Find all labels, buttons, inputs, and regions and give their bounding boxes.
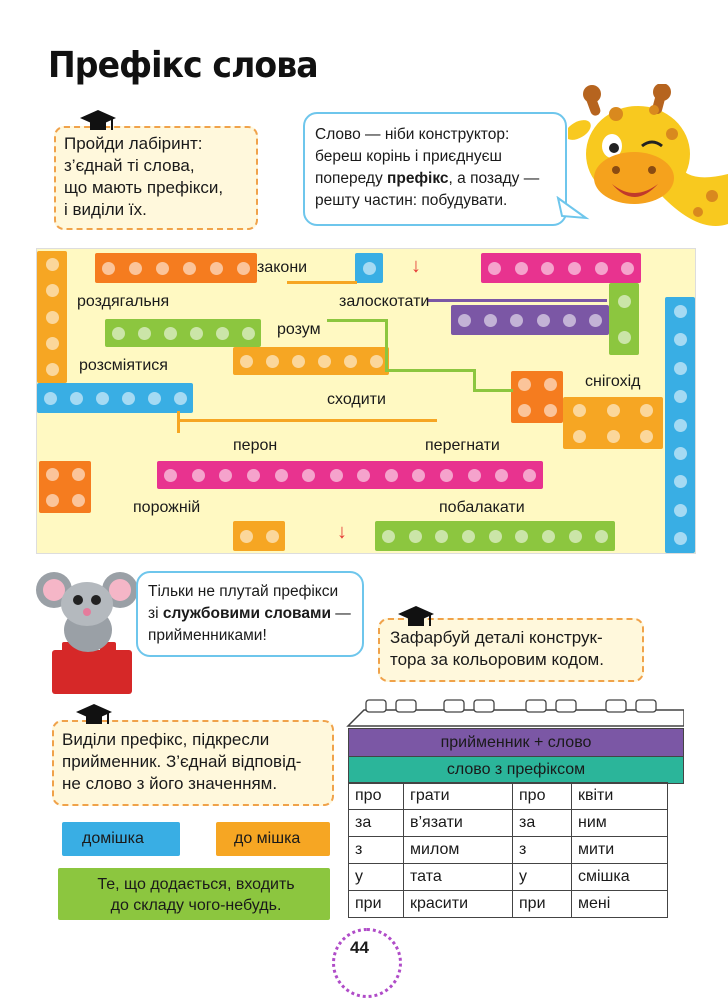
brick-stud (674, 390, 687, 403)
brick-stud (138, 327, 151, 340)
brick-stud (640, 430, 653, 443)
brick-stud (518, 378, 531, 391)
brick-stud (164, 327, 177, 340)
brick-stud (589, 314, 602, 327)
brick-stud (640, 404, 653, 417)
brick-stud (266, 355, 279, 368)
brick-stud (70, 392, 83, 405)
brick-stud (357, 469, 370, 482)
brick-stud (129, 262, 142, 275)
brick-stud (515, 530, 528, 543)
maze-line (327, 319, 387, 322)
maze-brick (481, 253, 641, 283)
maze-word: перегнати (425, 437, 500, 454)
maze-brick (355, 253, 383, 283)
table-cell[interactable]: про (513, 783, 572, 810)
table-cell[interactable]: при (349, 891, 404, 918)
maze-line (385, 319, 388, 371)
brick-stud (240, 530, 253, 543)
mouse-illustration (28, 568, 138, 696)
maze (36, 248, 696, 554)
brick-stud (46, 337, 59, 350)
brick-stud (569, 530, 582, 543)
maze-brick (39, 461, 91, 513)
maze-brick (563, 397, 663, 449)
brick-stud (242, 327, 255, 340)
task-maze-text: Пройди лабіринт: з’єднай ті слова, що мають префікси, і виділи їх. (64, 134, 224, 219)
brick-stud (96, 392, 109, 405)
brick-stud (462, 530, 475, 543)
task-color-code-text: Зафарбуй деталі конструк- тора за кольоровим кодом. (390, 628, 604, 669)
brick-stud (595, 262, 608, 275)
brick-stud (523, 469, 536, 482)
brick-stud (370, 355, 383, 368)
maze-brick (375, 521, 615, 551)
brick-stud (292, 355, 305, 368)
brick-stud (46, 258, 59, 271)
page-title: Префікс слова (48, 45, 318, 86)
arrow-down-icon: ↓ (337, 521, 347, 543)
task-prefix-text: Виділи префікс, підкресли прийменник. З’єднай відповід- не слово з його значенням. (62, 730, 302, 793)
maze-line (473, 369, 476, 391)
brick-stud (318, 355, 331, 368)
brick-stud (237, 262, 250, 275)
constructor-table (348, 782, 668, 918)
table-row (349, 891, 668, 918)
brick-stud (216, 327, 229, 340)
maze-line (385, 369, 475, 372)
brick-stud (674, 419, 687, 432)
brick-stud (183, 262, 196, 275)
maze-word: залоскотати (339, 293, 430, 310)
maze-line (177, 419, 437, 422)
table-cell[interactable]: смішка (572, 864, 668, 891)
brick-stud (102, 262, 115, 275)
brick-stud (607, 404, 620, 417)
constructor-studs (344, 692, 684, 732)
brick-stud (46, 494, 59, 507)
brick-stud (468, 469, 481, 482)
brick-stud (174, 392, 187, 405)
table-cell[interactable]: в’язати (404, 810, 513, 837)
table-cell[interactable]: у (513, 864, 572, 891)
mouse-speech-text: Тільки не плутай префікси зі службовими словами — прийменниками! (148, 583, 351, 644)
maze-brick (233, 521, 285, 551)
brick-word-label: домішка (82, 830, 144, 847)
arrow-down-icon: ↓ (411, 255, 421, 277)
brick-stud (210, 262, 223, 275)
brick-stud (518, 404, 531, 417)
brick-stud (484, 314, 497, 327)
table-cell[interactable]: у (349, 864, 404, 891)
brick-stud (44, 392, 57, 405)
brick-stud (112, 327, 125, 340)
maze-brick (105, 319, 261, 347)
brick-stud (122, 392, 135, 405)
brick-stud (618, 331, 631, 344)
brick-stud (46, 284, 59, 297)
table-cell[interactable]: грати (404, 783, 513, 810)
maze-brick (511, 371, 563, 423)
table-cell[interactable]: при (513, 891, 572, 918)
table-row (349, 810, 668, 837)
maze-brick (609, 283, 639, 355)
brick-stud (674, 475, 687, 488)
table-row (349, 837, 668, 864)
brick-stud (219, 469, 232, 482)
brick-stud (674, 333, 687, 346)
brick-word-orange[interactable] (216, 822, 330, 856)
table-cell[interactable]: з (513, 837, 572, 864)
maze-brick (37, 383, 193, 413)
table-cell[interactable]: квіти (572, 783, 668, 810)
brick-stud (46, 311, 59, 324)
brick-stud (542, 530, 555, 543)
brick-stud (674, 305, 687, 318)
brick-stud (621, 262, 634, 275)
maze-word: снігохід (585, 373, 641, 390)
brick-stud (72, 494, 85, 507)
brick-stud (568, 262, 581, 275)
color-code-green-label: слово з префіксом (446, 761, 586, 778)
brick-stud (573, 430, 586, 443)
table-cell[interactable]: з (349, 837, 404, 864)
brick-definition[interactable] (58, 868, 330, 920)
maze-word: закони (257, 259, 308, 276)
table-cell[interactable]: мені (572, 891, 668, 918)
brick-stud (302, 469, 315, 482)
color-code-purple (348, 728, 684, 758)
brick-stud (275, 469, 288, 482)
brick-stud (488, 262, 501, 275)
brick-stud (382, 530, 395, 543)
table-cell[interactable]: милом (404, 837, 513, 864)
maze-brick (233, 347, 389, 375)
brick-stud (72, 468, 85, 481)
maze-brick (37, 251, 67, 383)
maze-line (177, 411, 180, 433)
brick-stud (573, 404, 586, 417)
brick-stud (607, 430, 620, 443)
page-number: 44 (350, 938, 369, 957)
brick-stud (46, 363, 59, 376)
table-cell[interactable]: за (513, 810, 572, 837)
brick-stud (164, 469, 177, 482)
brick-word-blue[interactable] (62, 822, 180, 856)
brick-stud (510, 314, 523, 327)
maze-brick (157, 461, 543, 489)
brick-stud (544, 378, 557, 391)
brick-stud (412, 469, 425, 482)
brick-stud (674, 504, 687, 517)
brick-stud (618, 295, 631, 308)
maze-brick (451, 305, 609, 335)
brick-stud (330, 469, 343, 482)
brick-stud (156, 262, 169, 275)
table-cell[interactable]: ним (572, 810, 668, 837)
brick-stud (541, 262, 554, 275)
definition-text: Те, що додається, входить до складу чого-небудь. (97, 876, 295, 914)
brick-stud (674, 532, 687, 545)
maze-brick (665, 297, 695, 553)
maze-word: розсміятися (79, 357, 168, 374)
brick-stud (385, 469, 398, 482)
brick-stud (674, 362, 687, 375)
brick-stud (674, 447, 687, 460)
table-row (349, 864, 668, 891)
brick-stud (563, 314, 576, 327)
brick-stud (489, 530, 502, 543)
brick-stud (458, 314, 471, 327)
brick-stud (440, 469, 453, 482)
color-code-purple-label: прийменник + слово (440, 734, 592, 751)
brick-stud (190, 327, 203, 340)
brick-stud (544, 404, 557, 417)
table-row (349, 783, 668, 810)
brick-stud (240, 355, 253, 368)
brick-stud (192, 469, 205, 482)
brick-stud (537, 314, 550, 327)
table-cell[interactable]: тата (404, 864, 513, 891)
brick-stud (515, 262, 528, 275)
brick-stud (148, 392, 161, 405)
brick-stud (363, 262, 376, 275)
giraffe-speech-text: Слово — ніби конструктор: береш корінь і приєднуєш попереду префікс, а позаду — решту частин: побудувати. (315, 126, 540, 209)
maze-word: розум (277, 321, 321, 338)
brick-stud (247, 469, 260, 482)
maze-word: сходити (327, 391, 386, 408)
maze-word: побалакати (439, 499, 525, 516)
maze-brick (95, 253, 257, 283)
maze-word: перон (233, 437, 278, 454)
maze-word: роздягальня (77, 293, 170, 310)
table-cell[interactable]: за (349, 810, 404, 837)
brick-stud (266, 530, 279, 543)
giraffe-illustration (568, 84, 728, 234)
brick-stud (495, 469, 508, 482)
brick-stud (409, 530, 422, 543)
table-cell[interactable]: про (349, 783, 404, 810)
maze-line (287, 281, 357, 284)
color-code-green (348, 756, 684, 784)
maze-line (427, 299, 607, 302)
table-cell[interactable]: мити (572, 837, 668, 864)
brick-stud (46, 468, 59, 481)
maze-line (473, 389, 513, 392)
maze-word: порожній (133, 499, 201, 516)
brick-word-label: до мішка (234, 830, 301, 847)
brick-stud (435, 530, 448, 543)
table-cell[interactable]: красити (404, 891, 513, 918)
brick-stud (595, 530, 608, 543)
brick-stud (344, 355, 357, 368)
